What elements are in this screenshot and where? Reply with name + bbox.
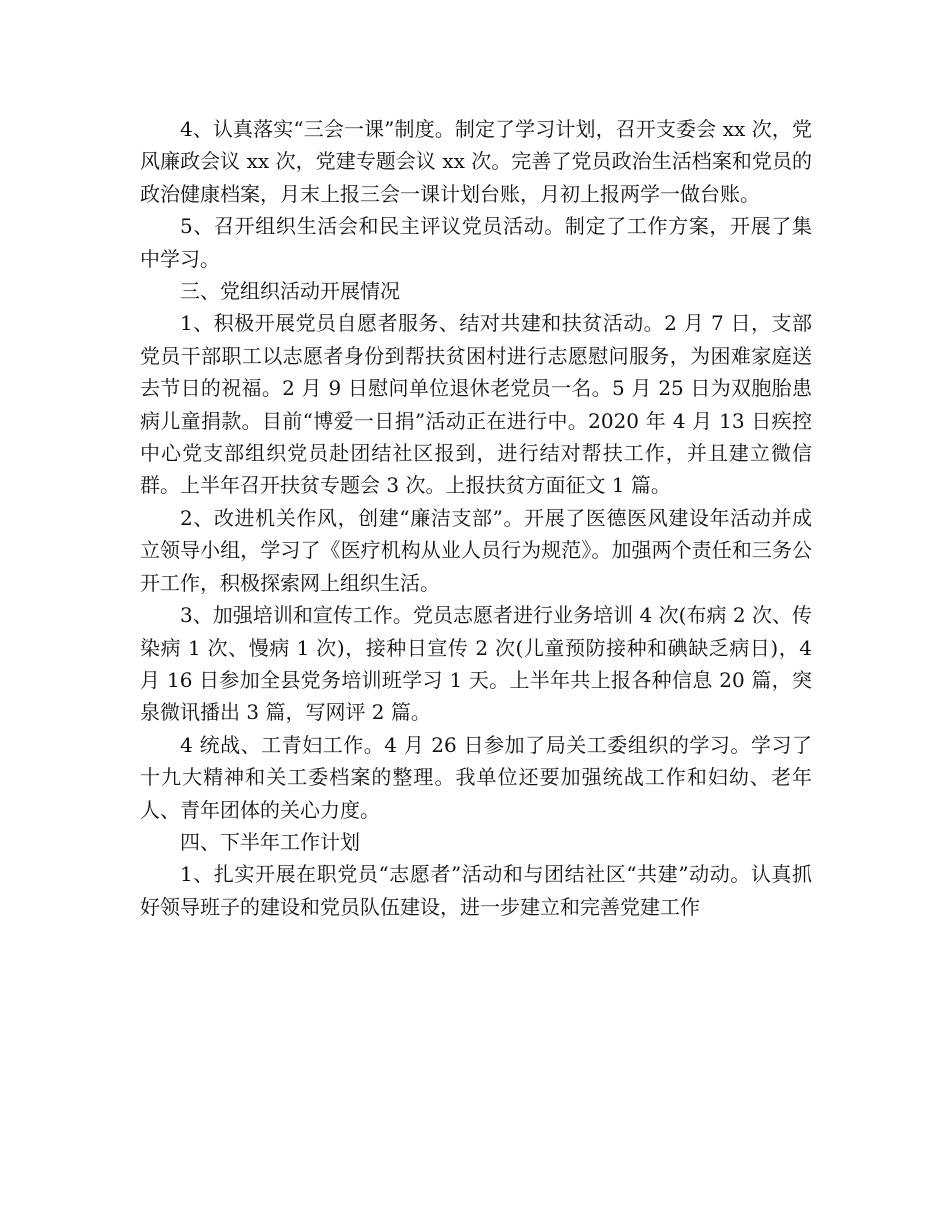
document-page (140, 113, 812, 923)
paragraph-item-4-united-front: 4 统战、工青妇工作。4 月 26 日参加了局关工委组织的学习。学习了十九大精神和关工委档案的整理。我单位还要加强统战工作和妇幼、老年人、青年团体的关心力度。 (140, 732, 812, 822)
paragraph-item-3-training: 3、加强培训和宣传工作。党员志愿者进行业务培训 4 次(布病 2 次、传染病 1 次、慢病 1 次)，接种日宣传 2 次(儿童预防接种和碘缺乏病日)，4 月 16 日参加全县党务培训班学习 1 天。上半年共上报各种信息 20 篇，突泉微讯播出 3 篇，写网评 2 篇。 (140, 603, 812, 725)
paragraph-item-1-volunteer: 1、积极开展党员自愿者服务、结对共建和扶贫活动。2 月 7 日，支部党员干部职工以志愿者身份到帮扶贫困村进行志愿慰问服务，为困难家庭送去节日的祝福。2 月 9 日慰问单位退休老党员一名。5 月 25 日为双胞胎患病儿童捐款。目前“博爱一日捐”活动正在进行中。2020 年 4 月 13 日疾控中心党支部组织党员赴团结社区报到，进行结对帮扶工作，并且建立微信群。上半年召开扶贫专题会 3 次。上报扶贫方面征文 1 篇。 (140, 311, 812, 498)
paragraph-item-5-org-life: 5、召开组织生活会和民主评议党员活动。制定了工作方案，开展了集中学习。 (140, 214, 812, 271)
section-heading-4: 四、下半年工作计划 (180, 829, 360, 854)
paragraph-item-1-plan: 1、扎实开展在职党员“志愿者”活动和与团结社区“共建”动动。认真抓好领导班子的建设和党员队伍建设，进一步建立和完善党建工作 (140, 862, 812, 919)
section-heading-3: 三、党组织活动开展情况 (180, 279, 400, 304)
paragraph-item-4-sanhui: 4、认真落实“三会一课”制度。制定了学习计划，召开支委会 xx 次，党风廉政会议 xx 次，党建专题会议 xx 次。完善了党员政治生活档案和党员的政治健康档案，月末上报三会一课计划台账，月初上报两学一做台账。 (140, 117, 812, 206)
paragraph-item-2-style: 2、改进机关作风，创建“廉洁支部”。开展了医德医风建设年活动并成立领导小组，学习了《医疗机构从业人员行为规范》。加强两个责任和三务公开工作，积极探索网上组织生活。 (140, 505, 812, 595)
